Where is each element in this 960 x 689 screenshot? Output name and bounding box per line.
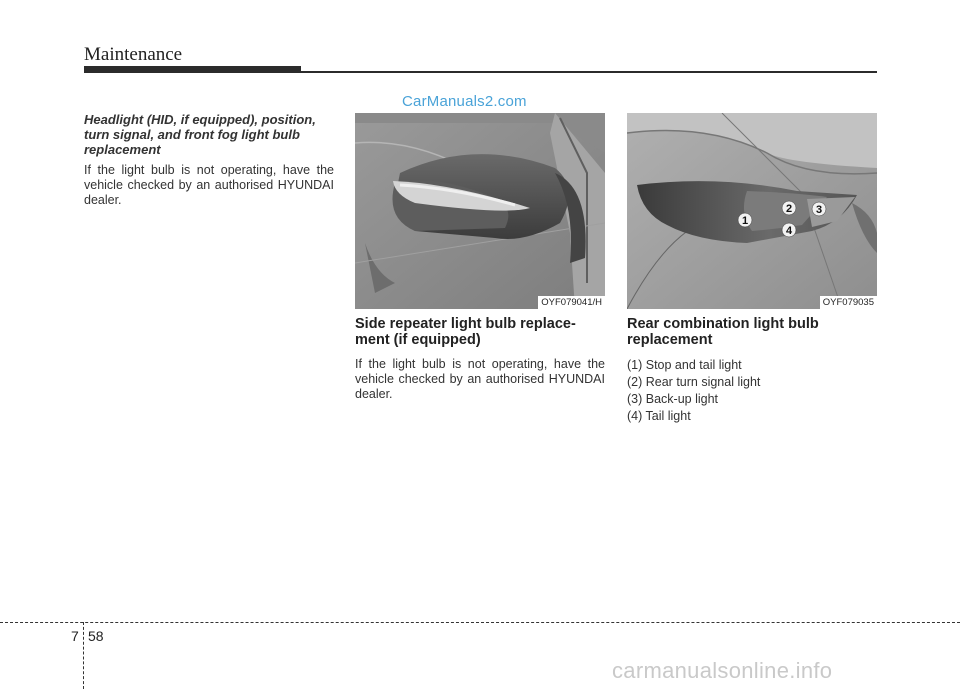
- rear-combination-heading: Rear combination light bulb replacement: [627, 316, 819, 348]
- footer-vertical-divider: [83, 622, 84, 689]
- callout-3: [812, 202, 826, 216]
- callout-1: [738, 213, 752, 227]
- chapter-number: 7: [71, 628, 79, 644]
- list-item: (2) Rear turn signal light: [627, 375, 761, 389]
- headlight-section: [84, 112, 334, 208]
- site-watermark: carmanualsonline.info: [612, 658, 833, 683]
- callout-1-label: 1: [741, 215, 749, 227]
- rear-lamp-figure: [627, 113, 877, 309]
- header-rule: [84, 71, 877, 73]
- side-repeater-heading: Side repeater light bulb replace-ment (if equipped): [355, 316, 576, 348]
- rear-combination-section: [627, 316, 877, 425]
- page-header-title: Maintenance: [84, 44, 183, 65]
- watermark-text: CarManuals2.com: [402, 93, 527, 110]
- footer-divider: [0, 622, 960, 623]
- callout-2-label: 2: [785, 203, 793, 215]
- side-repeater-body: If the light bulb is not operating, have the vehicle checked by an authorised HYUNDAI dealer.: [355, 357, 605, 401]
- mirror-illustration: [355, 113, 605, 309]
- headlight-heading: Headlight (HID, if equipped), position, turn signal, and front fog light bulb replacement: [84, 112, 316, 157]
- list-item: (4) Tail light: [627, 409, 691, 423]
- list-item: (1) Stop and tail light: [627, 358, 742, 372]
- mirror-figure-code: OYF079041/H: [538, 296, 605, 309]
- list-item: (3) Back-up light: [627, 392, 719, 406]
- callout-4: [782, 223, 796, 237]
- headlight-body: If the light bulb is not operating, have the vehicle checked by an authorised HYUNDAI dealer.: [84, 163, 334, 207]
- side-repeater-section: [355, 316, 605, 402]
- callout-4-label: 4: [785, 225, 793, 237]
- callout-2: [782, 201, 796, 215]
- rear-lamp-figure-code: OYF079035: [820, 296, 877, 309]
- page-number: 58: [88, 628, 104, 644]
- rear-lamp-illustration: [627, 113, 877, 309]
- mirror-figure: [355, 113, 605, 309]
- callout-3-label: 3: [815, 204, 823, 216]
